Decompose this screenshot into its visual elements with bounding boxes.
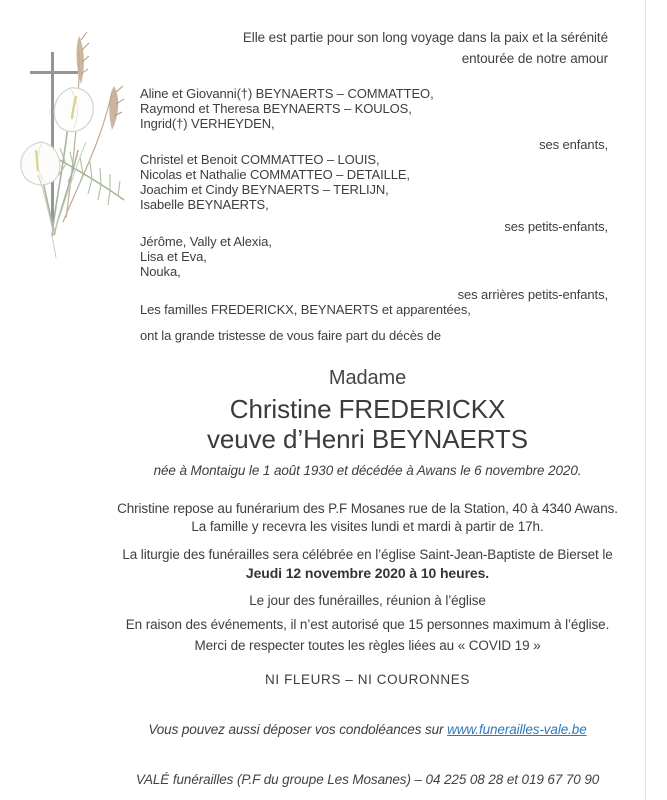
funeral-home-text: VALÉ funérailles (P.F du groupe Les Mosanes) – 04 225 08 28 et 019 67 70 90 bbox=[135, 772, 600, 787]
deceased-title-block bbox=[115, 366, 620, 479]
family-line: Ingrid(†) VERHEYDEN, bbox=[140, 116, 275, 131]
condolences-link[interactable]: www.funerailles-vale.be bbox=[447, 722, 587, 737]
family-line: Raymond et Theresa BEYNAERTS – KOULOS, bbox=[140, 101, 412, 116]
calla-lily-graphic bbox=[54, 88, 93, 132]
covid-line: En raison des événements, il n’est autorisé que 15 personnes maximum à l’église. bbox=[125, 617, 610, 632]
family-line: Joachim et Cindy BEYNAERTS – TERLIJN, bbox=[140, 182, 389, 197]
no-flowers-line bbox=[115, 672, 620, 687]
funeral-home-line bbox=[115, 772, 620, 787]
family-names-section bbox=[140, 86, 608, 343]
opening-verse bbox=[243, 27, 608, 69]
relationship-label: ses enfants, bbox=[539, 137, 608, 152]
cross-graphic bbox=[30, 52, 78, 226]
family-line: Aline et Giovanni(†) BEYNAERTS – COMMATTEO, bbox=[140, 86, 434, 101]
condolences-paragraph bbox=[115, 722, 620, 737]
verse-line: entourée de notre amour bbox=[461, 51, 608, 66]
covid-line: Merci de respecter toutes les règles liées au « COVID 19 » bbox=[194, 638, 541, 653]
liturgy-paragraph bbox=[115, 546, 620, 582]
verse-line: Elle est partie pour son long voyage dans la paix et la sérénité bbox=[242, 30, 608, 45]
family-line: Nicolas et Nathalie COMMATTEO – DETAILLE, bbox=[140, 167, 410, 182]
liturgy-date-line: Jeudi 12 novembre 2020 à 10 heures. bbox=[245, 564, 490, 581]
meeting-paragraph bbox=[115, 592, 620, 609]
covid-paragraph bbox=[115, 616, 620, 654]
family-line: Nouka, bbox=[140, 264, 181, 279]
repose-line: Christine repose au funérarium des P.F Mosanes rue de la Station, 40 à 4340 Awans. bbox=[117, 501, 618, 516]
condolences-text: Vous pouvez aussi déposer vos condoléances sur bbox=[148, 722, 448, 737]
repose-line: La famille y recevra les visites lundi et mardi à partir de 17h. bbox=[191, 518, 544, 534]
family-line: Isabelle BEYNAERTS, bbox=[140, 197, 269, 212]
family-line: Christel et Benoit COMMATTEO – LOUIS, bbox=[140, 152, 380, 167]
no-flowers-text: NI FLEURS – NI COURONNES bbox=[265, 672, 470, 687]
announcement-line: ont la grande tristesse de vous faire part du décès de bbox=[140, 328, 442, 343]
liturgy-line: La liturgie des funérailles sera célébrée en l’église Saint-Jean-Baptiste de Bierset le bbox=[122, 547, 613, 562]
family-line: Lisa et Eva, bbox=[140, 249, 207, 264]
wheat-stems-graphic bbox=[63, 50, 112, 222]
deceased-name: Christine FREDERICKX bbox=[229, 394, 506, 424]
meeting-line: Le jour des funérailles, réunion à l’église bbox=[249, 593, 486, 608]
families-line: Les familles FREDERICKX, BEYNAERTS et apparentées, bbox=[140, 302, 471, 317]
relationship-label: ses petits-enfants, bbox=[504, 219, 608, 234]
relationship-label: ses arrières petits-enfants, bbox=[457, 287, 608, 302]
family-line: Jérôme, Vally et Alexia, bbox=[140, 234, 272, 249]
deceased-life-dates: née à Montaigu le 1 août 1930 et décédée à Awans le 6 novembre 2020. bbox=[153, 463, 582, 478]
scan-edge-line bbox=[645, 0, 646, 800]
deceased-widow-line: veuve d’Henri BEYNAERTS bbox=[207, 424, 528, 454]
cross-and-lilies-image bbox=[8, 30, 140, 264]
repose-paragraph bbox=[115, 500, 620, 535]
deceased-honorific: Madame bbox=[328, 367, 407, 389]
calla-lily-graphic bbox=[21, 142, 60, 185]
